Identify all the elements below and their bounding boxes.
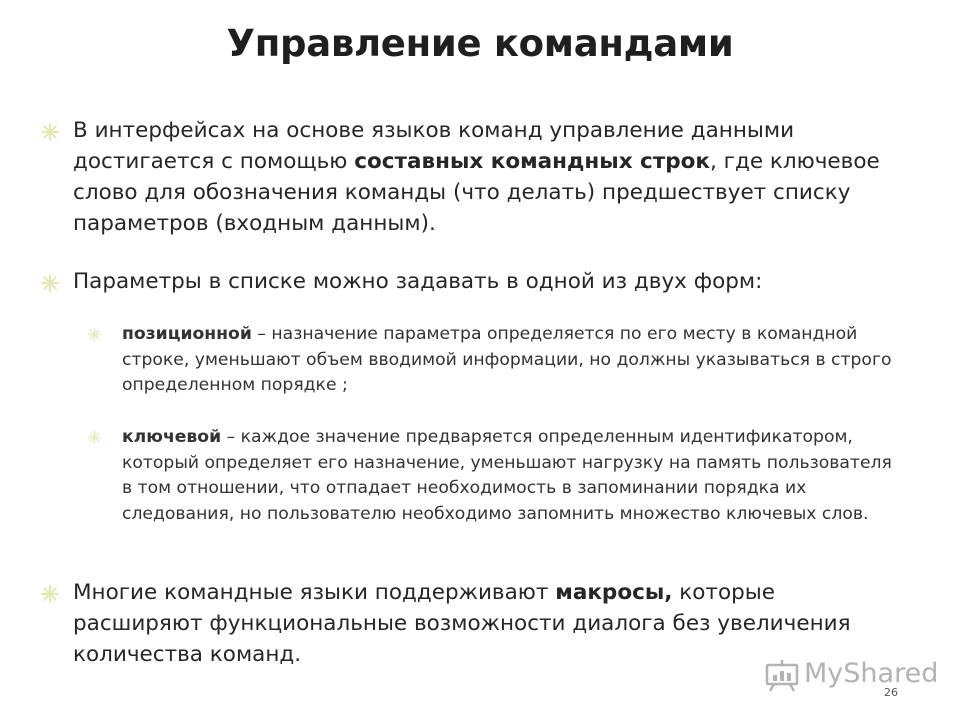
sub-bullet-item — [122, 425, 892, 527]
sub-bullet-bold-text: ключевой — [122, 427, 222, 447]
page-number: 26 — [884, 686, 898, 699]
watermark-text: MyShared — [804, 658, 939, 689]
bullet-text: , где ключевое слово для обозначения команды (что делать) предшествует списку параметров (входным данным). — [73, 149, 880, 236]
sub-bullet-icon — [88, 328, 101, 341]
bullet-bold-text: составных командных строк — [354, 149, 711, 174]
bullet-text: Многие командные языки поддерживают — [73, 580, 556, 605]
bullet-text: Параметры в списке можно задавать в одной из двух форм: — [73, 269, 763, 294]
sub-bullet-item — [122, 322, 892, 399]
slide-title: Управление командами — [226, 22, 734, 65]
sub-bullet-text: – каждое значение предваряется определенным идентификатором, который определяет его назначение, уменьшают нагрузку на память пользователя в том отношении, что отпадает необходимость в запоминании порядка их следования, но пользователю необходимо запомнить множество ключевых слов. — [122, 427, 892, 524]
myshared-watermark — [764, 656, 944, 692]
bullet-icon — [41, 274, 59, 292]
bullet-text: В интерфейсах на основе языков команд управление данными достигается с помощью — [73, 118, 795, 174]
sub-bullet-text: – назначение параметра определяется по его месту в командной строке, уменьшают объем вводимой информации, но должны указываться в строго определенном порядке ; — [122, 324, 892, 395]
bullet-item — [73, 266, 883, 297]
bullet-text: которые расширяют функциональные возможности диалога без увеличения количества команд. — [73, 580, 851, 667]
bullet-icon — [41, 585, 59, 603]
bullet-bold-text: макросы, — [555, 580, 673, 605]
sub-bullet-icon — [88, 431, 101, 444]
bullet-item — [73, 115, 883, 239]
bullet-icon — [41, 123, 59, 141]
presentation-board-icon — [764, 658, 800, 692]
bullet-item — [73, 577, 883, 670]
sub-bullet-bold-text: позиционной — [122, 324, 252, 344]
